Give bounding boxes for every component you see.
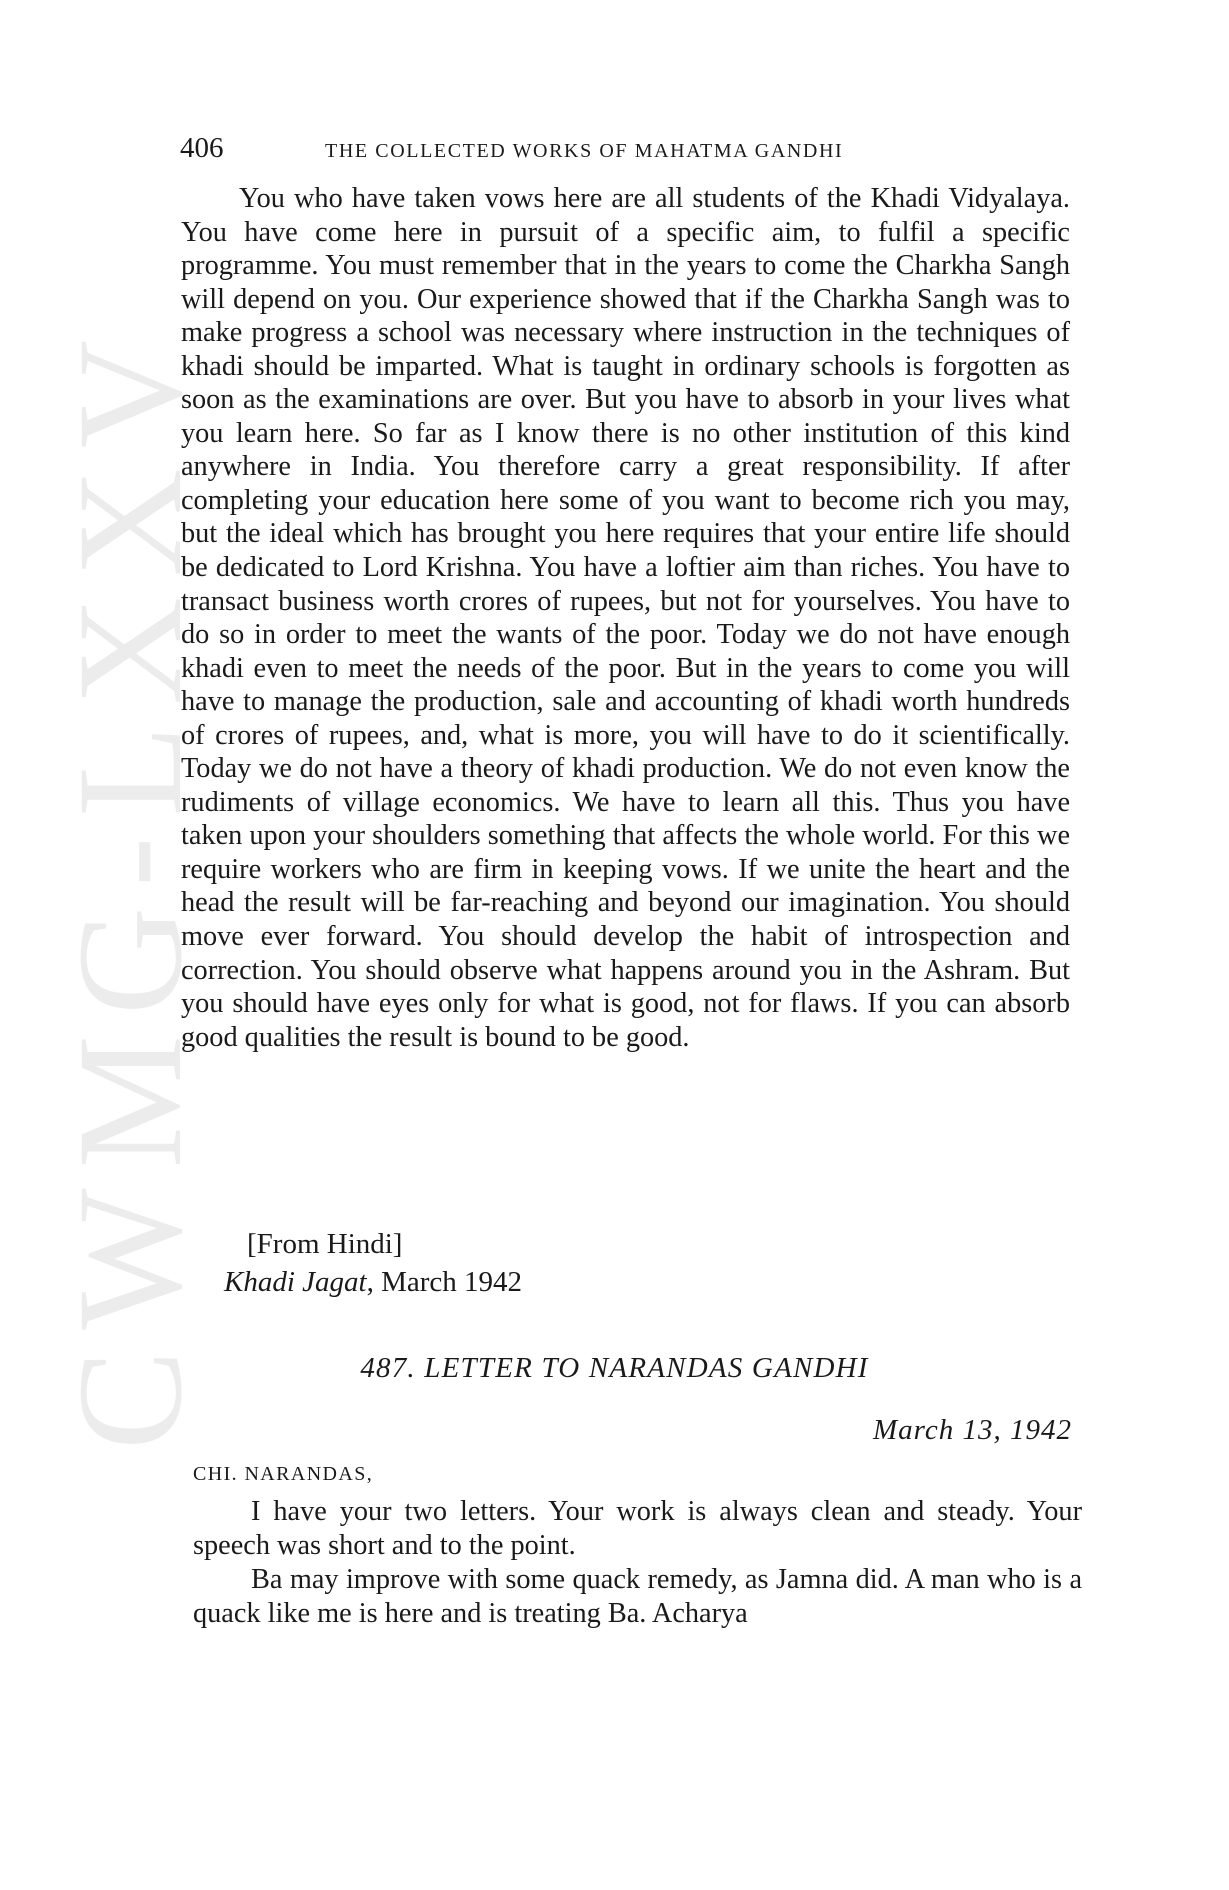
- letter-salutation: CHI. NARANDAS,: [193, 1463, 374, 1485]
- citation-date: , March 1942: [366, 1266, 523, 1298]
- running-head-title: THE COLLECTED WORKS OF MAHATMA GANDHI: [325, 140, 844, 162]
- source-note: [From Hindi]: [247, 1228, 403, 1260]
- citation: [224, 1264, 522, 1300]
- letter-heading: 487. LETTER TO NARANDAS GANDHI: [360, 1352, 869, 1384]
- letter-paragraph-text: Ba may improve with some quack remedy, as Jamna did. A man who is a quack like me is here and is treating Ba. Acharya: [193, 1564, 1082, 1629]
- speech-paragraph-text: You who have taken vows here are all students of the Khadi Vidyalaya. You have come here in pursuit of a specific aim, to fulfil a specific programme. You must remember that in the years to come the Charkha Sangh will depend on you. Our experience showed that if the Charkha Sangh was to make progress a school was necessary where instruction in the techniques of khadi should be imparted. What is taught in ordinary schools is forgotten as soon as the examinations are over. But you have to absorb in your lives what you learn here. So far as I know there is no other institution of this kind anywhere in India. You therefore carry a great responsibility. If after completing your education here some of you want to become rich you may, but the ideal which has brought you here requires that your entire life should be dedicated to Lord Krishna. You have a loftier aim than riches. You have to transact business worth crores of rupees, but not for yourselves. You have to do so in order to meet the wants of the poor. Today we do not have enough khadi even to meet the needs of the poor. But in the years to come you will have to manage the production, sale and accounting of khadi worth hundreds of crores of rupees, and, what is more, you will have to do it scientifically. Today we do not have a theory of khadi production. We do not even know the rudiments of village economics. We have to learn all this. Thus you have taken upon your shoulders something that affects the whole world. For this we require workers who are firm in keeping vows. If we unite the heart and the head the result will be far-reaching and beyond our imagination. You should move ever forward. You should develop the habit of introspection and correction. You should observe what happens around you in the Ashram. But you should have eyes only for what is good, not for flaws. If you can absorb good qualities the result is bound to be good.: [181, 183, 1070, 1053]
- letter-paragraph: [193, 1563, 1082, 1630]
- letter-paragraph-text: I have your two letters. Your work is always clean and steady. Your speech was short and to the point.: [193, 1496, 1082, 1561]
- running-head: [180, 128, 1080, 168]
- speech-paragraph: [181, 182, 1070, 1054]
- letter-date: March 13, 1942: [873, 1414, 1072, 1446]
- cwmg-watermark: CWMG-LXXV: [47, 320, 213, 1450]
- letter-paragraph: [193, 1495, 1082, 1562]
- citation-title: Khadi Jagat: [224, 1266, 367, 1298]
- page-number: 406: [180, 132, 224, 164]
